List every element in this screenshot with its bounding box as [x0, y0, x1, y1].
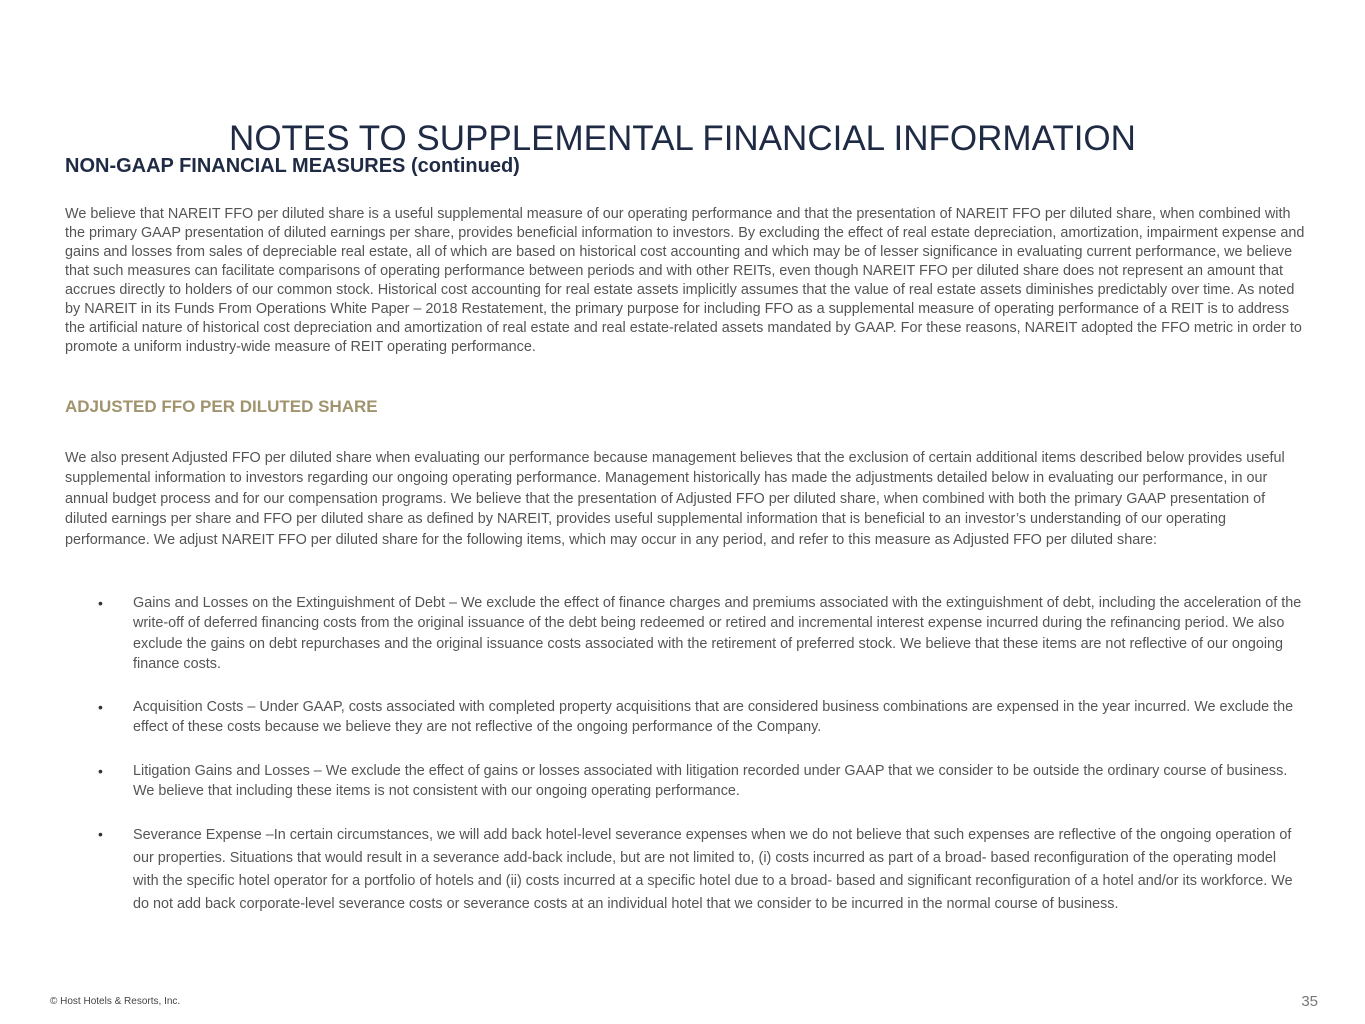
ffo-paragraph: We believe that NAREIT FFO per diluted share is a useful supplemental measure of our operating performance and that the presentation of NAREIT FFO per diluted share, when combined with the primary GAAP presentation of diluted earnings per share, provides beneficial information to investors. By excluding the effect of real estate depreciation, amortization, impairment expense and gains and losses from sales of depreciable real estate, all of which are based on historical cost accounting and which may be of lesser significance in evaluating current performance, we believe that such measures can facilitate comparisons of operating performance between periods and with other REITs, even though NAREIT FFO per diluted share does not represent an amount that accrues directly to holders of our common stock. Historical cost accounting for real estate assets implicitly assumes that the value of real estate assets diminishes predictably over time. As noted by NAREIT in its Funds From Operations White Paper – 2018 Restatement, the primary purpose for including FFO as a supplemental measure of operating performance of a REIT is to address the artificial nature of historical cost depreciation and amortization of real estate and real estate-related assets mandated by GAAP. For these reasons, NAREIT adopted the FFO metric in order to promote a uniform industry-wide measure of REIT operating performance.: [65, 206, 1305, 355]
page-number: 35: [1301, 993, 1318, 1010]
bullet-icon: •: [98, 699, 103, 715]
bullet-icon: •: [98, 763, 103, 779]
adjusted-ffo-paragraph: We also present Adjusted FFO per diluted share when evaluating our performance because management believes that the exclusion of certain additional items described below provides useful supplemental information to investors regarding our ongoing operating performance. Management historically has made the adjustments detailed below in evaluating our performance, in our annual budget process and for our compensation programs. We believe that the presentation of Adjusted FFO per diluted share, when combined with both the primary GAAP presentation of diluted earnings per share and FFO per diluted share as defined by NAREIT, provides useful supplemental information that is beneficial to an investor’s understanding of our operating performance. We adjust NAREIT FFO per diluted share for the following items, which may occur in any period, and refer to this measure as Adjusted FFO per diluted share:: [65, 450, 1285, 548]
page-title: NOTES TO SUPPLEMENTAL FINANCIAL INFORMATION: [229, 119, 1136, 159]
footer-copyright: © Host Hotels & Resorts, Inc.: [50, 996, 181, 1007]
section-heading: NON-GAAP FINANCIAL MEASURES (continued): [65, 155, 520, 177]
list-item-text: Acquisition Costs – Under GAAP, costs associated with completed property acquisitions that are considered business combinations are expensed in the year incurred. We exclude the effect of these costs because we believe they are not reflective of the ongoing performance of the Company.: [133, 699, 1294, 736]
list-item-text: Litigation Gains and Losses – We exclude the effect of gains or losses associated with litigation recorded under GAAP that we consider to be outside the ordinary course of business. We believe that including these items is not consistent with our ongoing operating performance.: [133, 763, 1288, 800]
bullet-icon: •: [98, 826, 103, 842]
adjusted-ffo-heading: ADJUSTED FFO PER DILUTED SHARE: [65, 397, 378, 416]
bullet-icon: •: [98, 595, 103, 611]
list-item-text: Severance Expense –In certain circumstances, we will add back hotel-level severance expenses when we do not believe that such expenses are reflective of the ongoing operation of our properties. Situations that would result in a severance add-back include, but are not limited to, (i) costs incurred as part of a broad- based reconfiguration of the operating model with the specific hotel operator for a portfolio of hotels and (ii) costs incurred at a specific hotel due to a broad- based and significant reconfiguration of a hotel and/or its workforce. We do not add back corporate-level severance costs or severance costs at an individual hotel that we consider to be incurred in the normal course of business.: [133, 827, 1293, 912]
list-item-text: Gains and Losses on the Extinguishment of Debt – We exclude the effect of finance charges and premiums associated with the extinguishment of debt, including the acceleration of the write-off of deferred financing costs from the original issuance of the debt being redeemed or retired and incremental interest expense incurred during the refinancing period. We also exclude the gains on debt repurchases and the original issuance costs associated with the retirement of preferred stock. We believe that these items are not reflective of our ongoing finance costs.: [133, 595, 1302, 673]
